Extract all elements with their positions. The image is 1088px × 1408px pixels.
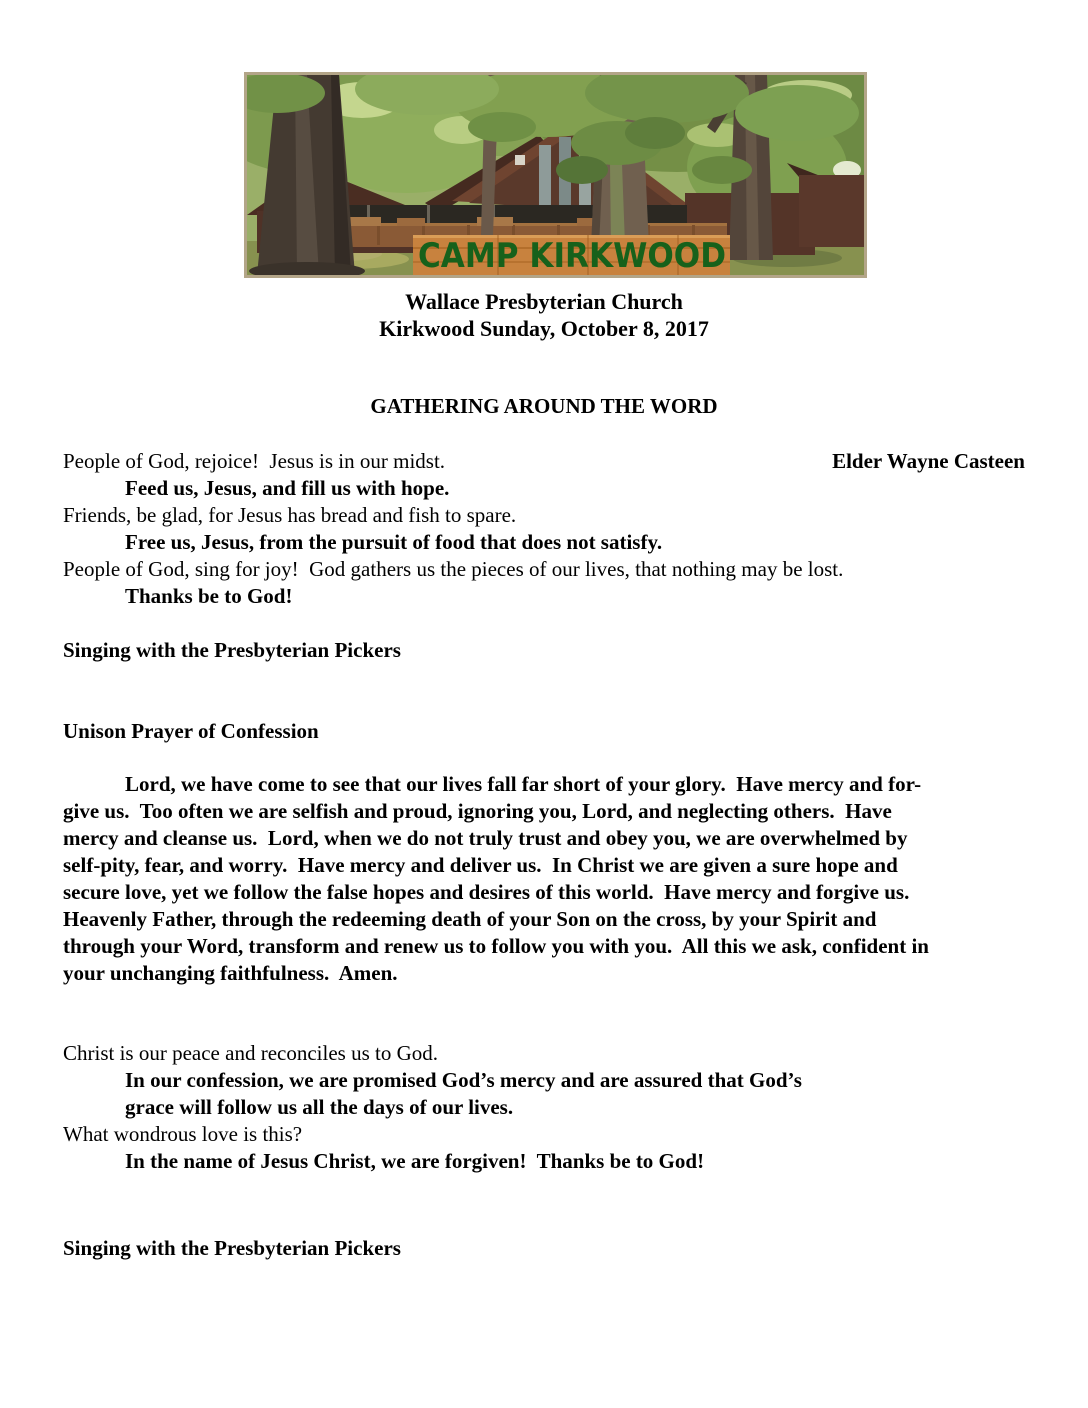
singing-heading-2: Singing with the Presbyterian Pickers (63, 1236, 401, 1260)
camp-photo-illustration (247, 75, 864, 275)
assurance-leader-line: Christ is our peace and reconciles us to God. (63, 1041, 438, 1065)
ctw-response-line: Feed us, Jesus, and fill us with hope. (125, 476, 450, 500)
bulletin-title (0, 288, 1088, 342)
camp-sign-text: CAMP KIRKWOOD (418, 236, 726, 275)
assurance-of-pardon (0, 1040, 1088, 1175)
assurance-response-line: In the name of Jesus Christ, we are forgiven! Thanks be to God! (125, 1149, 705, 1173)
confession-prayer (0, 771, 1088, 987)
confession-prayer-line: secure love, yet we follow the false hopes and desires of this world. Have mercy and forgive us. (63, 880, 910, 904)
singing-heading-1: Singing with the Presbyterian Pickers (63, 638, 401, 662)
confession-prayer-line: Heavenly Father, through the redeeming death of your Son on the cross, by your Spirit and (63, 907, 877, 931)
call-to-worship (0, 448, 1088, 610)
confession-heading: Unison Prayer of Confession (63, 719, 319, 743)
confession-prayer-line: your unchanging faithfulness. Amen. (63, 961, 398, 985)
ctw-leader-line: Friends, be glad, for Jesus has bread and fish to spare. (63, 503, 517, 527)
ctw-leader-line: People of God, sing for joy! God gathers us the pieces of our lives, that nothing may be lost. (63, 557, 844, 581)
assurance-leader-line: What wondrous love is this? (63, 1122, 303, 1146)
confession-prayer-line: self-pity, fear, and worry. Have mercy and deliver us. In Christ we are given a sure hope and (63, 853, 898, 877)
gathering-heading: GATHERING AROUND THE WORD (370, 394, 718, 418)
ctw-response-line: Thanks be to God! (125, 584, 293, 608)
call-to-worship-row (0, 448, 1088, 475)
church-name: Wallace Presbyterian Church (405, 289, 683, 314)
confession-prayer-line: mercy and cleanse us. Lord, when we do not truly trust and obey you, we are overwhelmed by (63, 826, 908, 850)
assurance-response-line: In our confession, we are promised God’s mercy and are assured that God’s (125, 1068, 802, 1092)
ctw-leader-line: People of God, rejoice! Jesus is in our midst. (63, 449, 446, 473)
confession-prayer-line: give us. Too often we are selfish and proud, ignoring you, Lord, and neglecting others. Have (63, 799, 892, 823)
confession-prayer-line: through your Word, transform and renew us to follow you with you. All this we ask, confident in (63, 934, 929, 958)
leader-credit: Elder Wayne Casteen (832, 449, 1025, 473)
camp-photo (244, 72, 867, 278)
confession-prayer-line: Lord, we have come to see that our lives fall far short of your glory. Have mercy and for- (125, 772, 922, 796)
ctw-response-line: Free us, Jesus, from the pursuit of food that does not satisfy. (125, 530, 663, 554)
assurance-response-line: grace will follow us all the days of our lives. (125, 1095, 514, 1119)
service-date: Kirkwood Sunday, October 8, 2017 (379, 316, 709, 341)
camp-sign (413, 235, 730, 275)
